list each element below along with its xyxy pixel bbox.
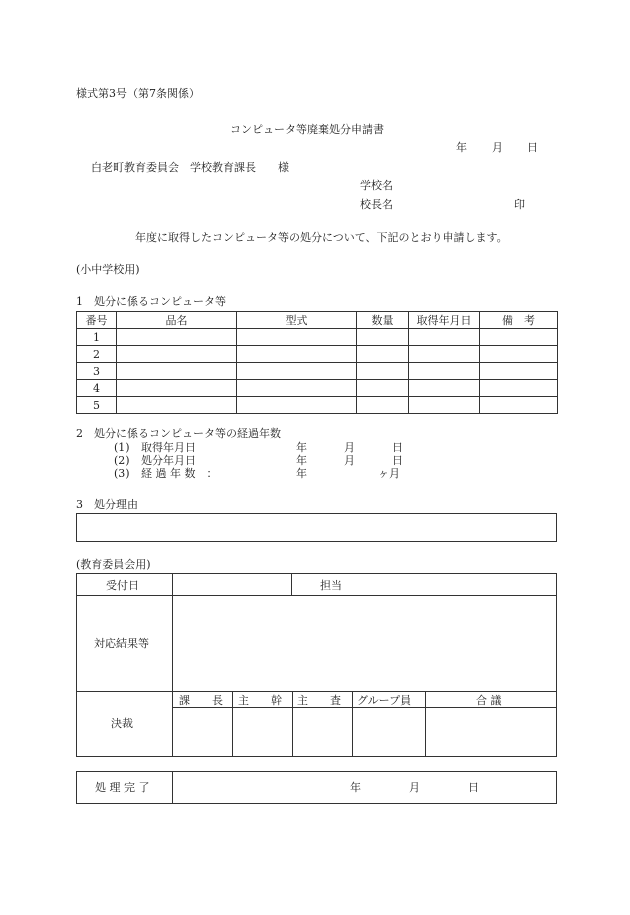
model-cell[interactable] xyxy=(237,346,357,363)
completion-day-label: 日 xyxy=(468,781,479,794)
year-label: 年 xyxy=(296,467,307,480)
column-header: 備 考 xyxy=(480,312,558,329)
addressee: 白老町教育委員会 学校教育課長 様 xyxy=(91,161,289,174)
remarks-cell[interactable] xyxy=(480,363,558,380)
column-header: 取得年月日 xyxy=(409,312,480,329)
completion-label: 処 理 完 了 xyxy=(95,781,150,794)
section3-heading: 3 処分理由 xyxy=(76,498,138,511)
stamp-section-chief[interactable] xyxy=(173,708,231,754)
date-year-label: 年 xyxy=(456,141,467,154)
school-use-label: (小中学校用) xyxy=(76,263,140,276)
month-label: 月 xyxy=(344,441,355,454)
acquired-date-cell[interactable] xyxy=(409,397,480,414)
divider xyxy=(77,691,172,692)
quantity-cell[interactable] xyxy=(357,363,409,380)
stamp-consultation[interactable] xyxy=(426,708,555,754)
received-date-field[interactable] xyxy=(173,574,290,594)
row-number: 4 xyxy=(77,380,117,397)
months-label: ヶ月 xyxy=(378,467,400,480)
section2-heading: 2 処分に係るコンピュータ等の経過年数 xyxy=(76,427,281,440)
stamp-group-member[interactable] xyxy=(353,708,424,754)
year-label: 年 xyxy=(296,454,307,467)
approver-label: 課 長 xyxy=(179,694,223,707)
row-number: 1 xyxy=(77,329,117,346)
row-number: 5 xyxy=(77,397,117,414)
item-number: (2) xyxy=(114,454,130,467)
board-use-label: (教育委員会用) xyxy=(76,558,151,571)
model-cell[interactable] xyxy=(237,363,357,380)
stamp-inspector[interactable] xyxy=(293,708,351,754)
acquired-date-cell[interactable] xyxy=(409,363,480,380)
table-header-row xyxy=(77,312,558,329)
equipment-table xyxy=(76,311,558,414)
approver-label: 主 査 xyxy=(297,694,341,707)
decision-label: 決裁 xyxy=(111,717,133,730)
disposal-date-label: 処分年月日 xyxy=(141,454,196,467)
table-row xyxy=(77,380,558,397)
item-name-cell[interactable] xyxy=(117,397,237,414)
divider xyxy=(172,772,173,803)
school-name-label: 学校名 xyxy=(360,179,393,192)
model-cell[interactable] xyxy=(237,329,357,346)
row-number: 2 xyxy=(77,346,117,363)
divider xyxy=(172,691,556,692)
divider xyxy=(291,574,292,595)
column-header: 品名 xyxy=(117,312,237,329)
received-date-label: 受付日 xyxy=(106,579,139,592)
year-label: 年 xyxy=(296,441,307,454)
principal-name-label: 校長名 xyxy=(360,198,393,211)
row-number: 3 xyxy=(77,363,117,380)
result-field[interactable] xyxy=(173,596,555,690)
acquired-date-cell[interactable] xyxy=(409,380,480,397)
completion-month-label: 月 xyxy=(409,781,420,794)
elapsed-years-label: 経 過 年 数 ： xyxy=(141,467,218,480)
form-label: 様式第3号（第7条関係） xyxy=(76,87,200,100)
column-header: 数量 xyxy=(357,312,409,329)
approver-label: 主 幹 xyxy=(238,694,282,707)
item-name-cell[interactable] xyxy=(117,363,237,380)
person-in-charge-field[interactable] xyxy=(345,574,555,594)
remarks-cell[interactable] xyxy=(480,346,558,363)
quantity-cell[interactable] xyxy=(357,346,409,363)
item-name-cell[interactable] xyxy=(117,329,237,346)
table-row xyxy=(77,363,558,380)
item-number: (3) xyxy=(114,467,130,480)
quantity-cell[interactable] xyxy=(357,380,409,397)
result-label: 対応結果等 xyxy=(94,637,149,650)
table-row xyxy=(77,397,558,414)
item-number: (1) xyxy=(114,441,130,454)
month-label: 月 xyxy=(344,454,355,467)
model-cell[interactable] xyxy=(237,380,357,397)
disposal-reason-box[interactable] xyxy=(76,513,557,542)
acquired-date-label: 取得年月日 xyxy=(141,441,196,454)
item-name-cell[interactable] xyxy=(117,380,237,397)
section1-heading: 1 処分に係るコンピュータ等 xyxy=(76,295,226,308)
table-row xyxy=(77,329,558,346)
acquired-date-cell[interactable] xyxy=(409,346,480,363)
seal-label: 印 xyxy=(514,198,525,211)
stamp-chief-officer[interactable] xyxy=(233,708,291,754)
intro-text: 年度に取得したコンピュータ等の処分について、下記のとおり申請します。 xyxy=(135,231,508,244)
day-label: 日 xyxy=(392,454,403,467)
quantity-cell[interactable] xyxy=(357,397,409,414)
model-cell[interactable] xyxy=(237,397,357,414)
quantity-cell[interactable] xyxy=(357,329,409,346)
completion-year-label: 年 xyxy=(350,781,361,794)
date-month-label: 月 xyxy=(492,141,503,154)
table-row xyxy=(77,346,558,363)
column-header: 型式 xyxy=(237,312,357,329)
remarks-cell[interactable] xyxy=(480,397,558,414)
item-name-cell[interactable] xyxy=(117,346,237,363)
approver-label: 合 議 xyxy=(476,694,502,707)
page-title: コンピュータ等廃棄処分申請書 xyxy=(230,123,384,136)
remarks-cell[interactable] xyxy=(480,329,558,346)
day-label: 日 xyxy=(392,441,403,454)
acquired-date-cell[interactable] xyxy=(409,329,480,346)
remarks-cell[interactable] xyxy=(480,380,558,397)
column-header: 番号 xyxy=(77,312,117,329)
date-day-label: 日 xyxy=(527,141,538,154)
approver-label: グループ員 xyxy=(357,694,412,707)
person-in-charge-label: 担当 xyxy=(320,579,342,592)
